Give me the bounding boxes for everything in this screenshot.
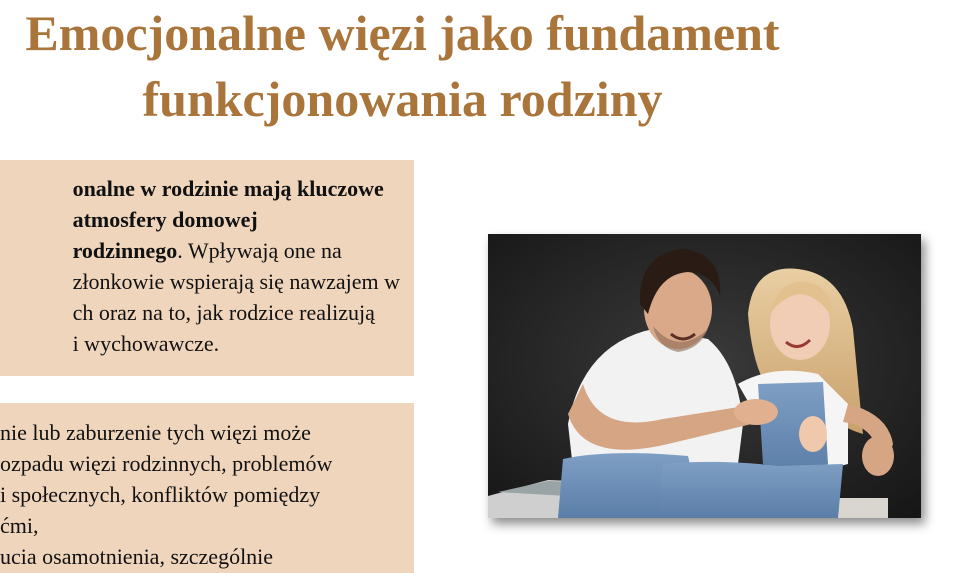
text-box-1-content	[73, 173, 400, 359]
text-box-2-line-2: ozpadu więzi rodzinnych, problemów	[0, 451, 333, 476]
text-box-2-content	[0, 417, 414, 572]
text-box-2-line-1: nie lub zaburzenie tych więzi może	[0, 420, 311, 445]
photo-illustration	[488, 234, 921, 518]
text-box-1-line-1: onalne w rodzinie mają kluczowe	[72, 176, 384, 201]
text-box-1-line-5: ch oraz na to, jak rodzice realizują	[72, 300, 375, 325]
text-box-1-line-3	[73, 235, 400, 266]
text-box-1-line-2: atmosfery domowej	[72, 207, 258, 232]
slide-title-line-2: funkcjonowania rodziny	[142, 71, 663, 127]
text-box-1-line-6: i wychowawcze.	[72, 331, 220, 356]
father-daughter-photo-icon	[488, 234, 921, 518]
text-box-1	[0, 160, 414, 376]
text-box-1-line-3-bold: rodzinnego	[72, 238, 178, 263]
text-box-2-line-3: i społecznych, konfliktów pomiędzy	[0, 482, 321, 507]
text-box-1-line-3-rest: . Wpływają one na	[177, 238, 342, 263]
text-box-2	[0, 403, 414, 573]
text-box-2-line-5: ucia osamotnienia, szczególnie	[0, 544, 274, 569]
text-box-2-line-4: ćmi,	[0, 513, 39, 538]
slide-title-line-1: Emocjonalne więzi jako fundament	[25, 5, 780, 61]
slide-title	[0, 0, 805, 132]
text-box-1-line-4: złonkowie wspierają się nawzajem w	[72, 269, 400, 294]
